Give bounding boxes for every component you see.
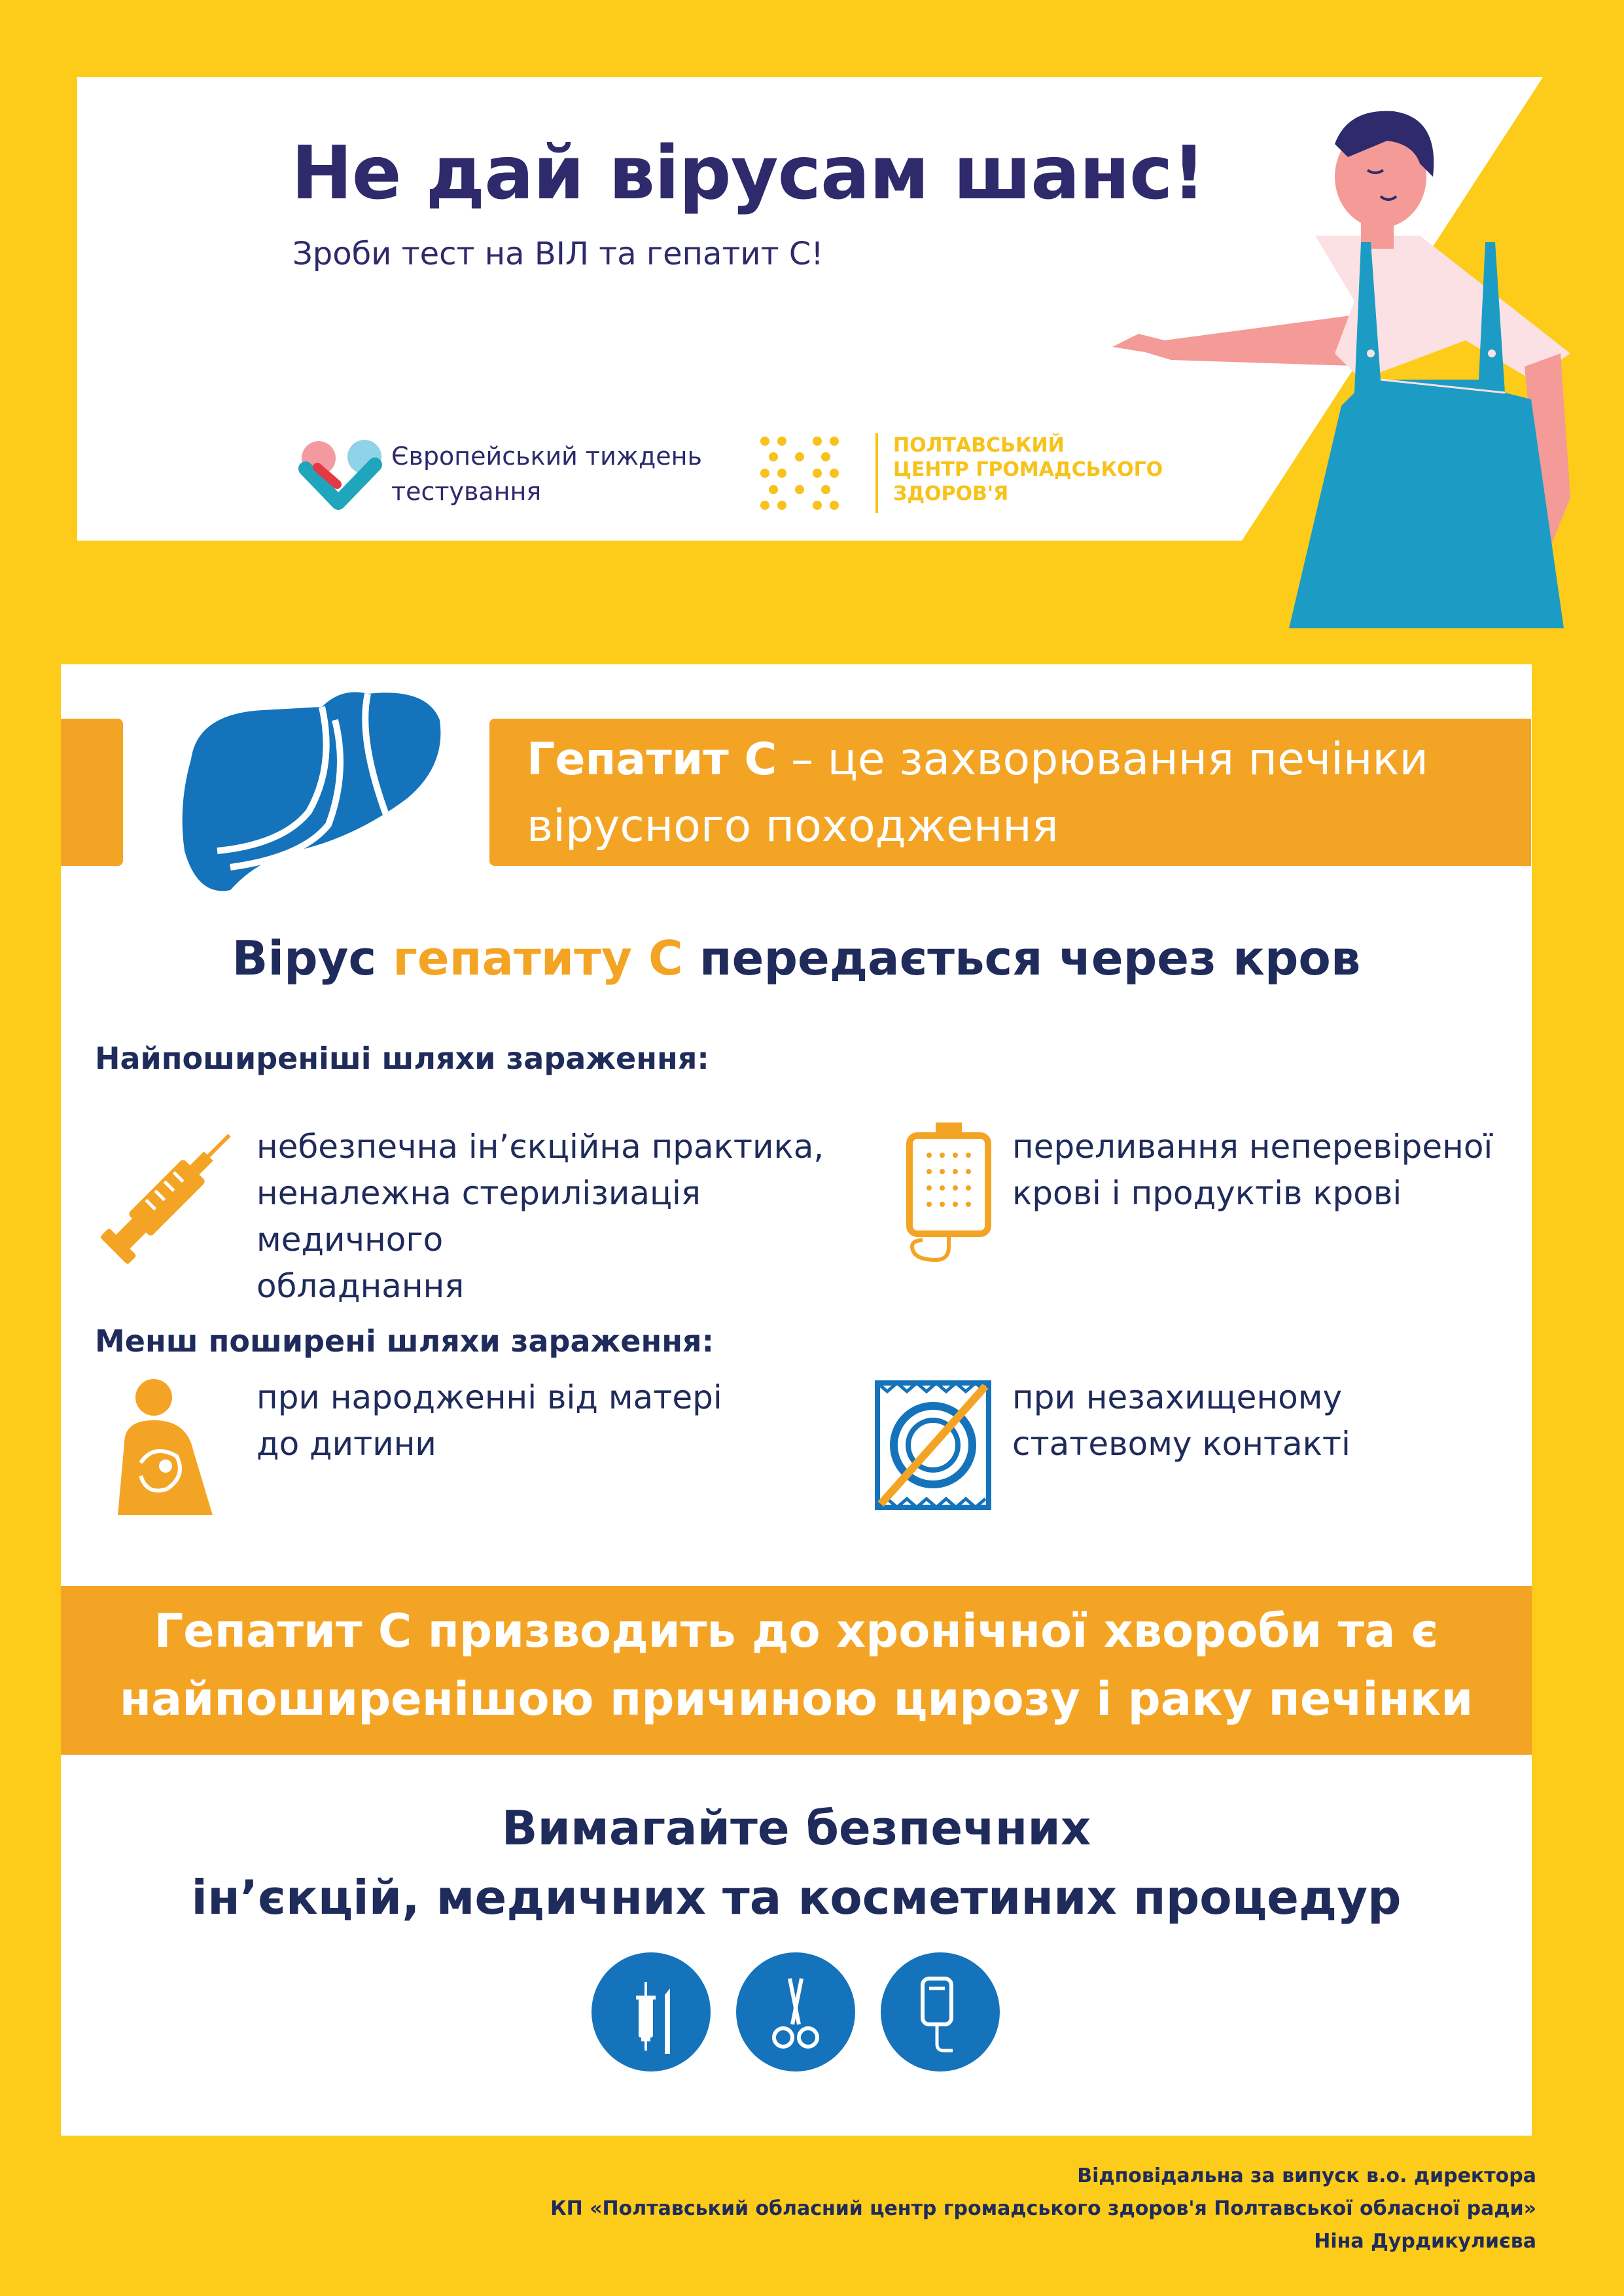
demand-line2: ін’єкцій, медичних та косметиних процедур xyxy=(191,1870,1402,1925)
transmission-highlight: гепатиту С xyxy=(393,931,683,986)
dots-cross-logo xyxy=(756,432,844,517)
footer-line3: Ніна Дурдикулиєва xyxy=(1314,2230,1536,2253)
demand-heading xyxy=(61,1793,1532,1932)
liver-icon xyxy=(171,681,446,897)
scissors-clamp-icon xyxy=(736,1952,855,2072)
transmission-part1: Вірус xyxy=(232,931,393,986)
route-birth-line2: до дитини xyxy=(256,1425,436,1463)
transmission-part2: передається через кров xyxy=(682,931,1361,986)
definition-bold: Гепатит С xyxy=(527,734,777,785)
transmission-heading xyxy=(61,931,1532,986)
pcgz-logo-line1: ПОЛТАВСЬКИЙ xyxy=(893,434,1065,457)
pcgz-logo-line3: ЗДОРОВ'Я xyxy=(893,482,1009,505)
route-transfusion-line1: переливання неперевіреної xyxy=(1012,1128,1493,1166)
syringe-scalpel-icon xyxy=(591,1952,711,2072)
page-subtitle: Зроби тест на ВІЛ та гепатит С! xyxy=(292,236,824,272)
route-injection-line2: неналежна стерилізиація медичного xyxy=(256,1174,701,1259)
route-birth xyxy=(256,1374,780,1467)
definition-text xyxy=(527,726,1508,860)
demand-line1: Вимагайте безпечних xyxy=(501,1801,1091,1856)
syringe-icon xyxy=(92,1126,242,1270)
ewt-logo-line1: Європейський тиждень xyxy=(391,442,702,471)
definition-rest: – це захворювання печінки вірусного походження xyxy=(527,734,1428,852)
route-sex-line2: статевому контакті xyxy=(1012,1425,1350,1463)
route-transfusion xyxy=(1012,1124,1536,1217)
consequence-text xyxy=(61,1597,1532,1733)
route-injection xyxy=(256,1124,891,1310)
common-routes-title: Найпоширеніші шляхи зараження: xyxy=(95,1041,709,1076)
consequence-line1: Гепатит С призводить до хронічної хвороби та є xyxy=(154,1604,1439,1658)
route-injection-line1: небезпечна ін’єкційна практика, xyxy=(256,1128,824,1166)
ewt-logo-text xyxy=(391,439,732,509)
route-sex xyxy=(1012,1374,1536,1467)
blood-bag-icon xyxy=(903,1122,995,1266)
heart-check-logo xyxy=(298,437,386,509)
route-injection-line3: обладнання xyxy=(256,1267,465,1305)
condom-crossed-icon xyxy=(874,1380,992,1511)
pcgz-logo-line2: ЦЕНТР ГРОМАДСЬКОГО xyxy=(893,458,1163,481)
page-title: Не дай вірусам шанс! xyxy=(291,131,1205,216)
mother-child-icon xyxy=(115,1378,219,1522)
less-common-routes-title: Менш поширені шляхи зараження: xyxy=(95,1323,714,1359)
hair-clipper-icon xyxy=(881,1952,1000,2072)
man-illustration xyxy=(1073,105,1583,628)
ewt-logo-line2: тестування xyxy=(391,477,542,506)
footer-line1: Відповідальна за випуск в.о. директора xyxy=(1077,2164,1536,2187)
definition-banner-left xyxy=(61,719,123,866)
route-transfusion-line2: крові і продуктів крові xyxy=(1012,1174,1402,1212)
footer-credits xyxy=(489,2160,1536,2258)
logo-divider xyxy=(875,433,878,513)
route-birth-line1: при народженні від матері xyxy=(256,1378,722,1416)
consequence-line2: найпоширенішою причиною цирозу і раку печінки xyxy=(119,1672,1474,1726)
footer-line2: КП «Полтавський обласний центр громадського здоров'я Полтавської обласної ради» xyxy=(550,2197,1536,2220)
route-sex-line1: при незахищеному xyxy=(1012,1378,1343,1416)
